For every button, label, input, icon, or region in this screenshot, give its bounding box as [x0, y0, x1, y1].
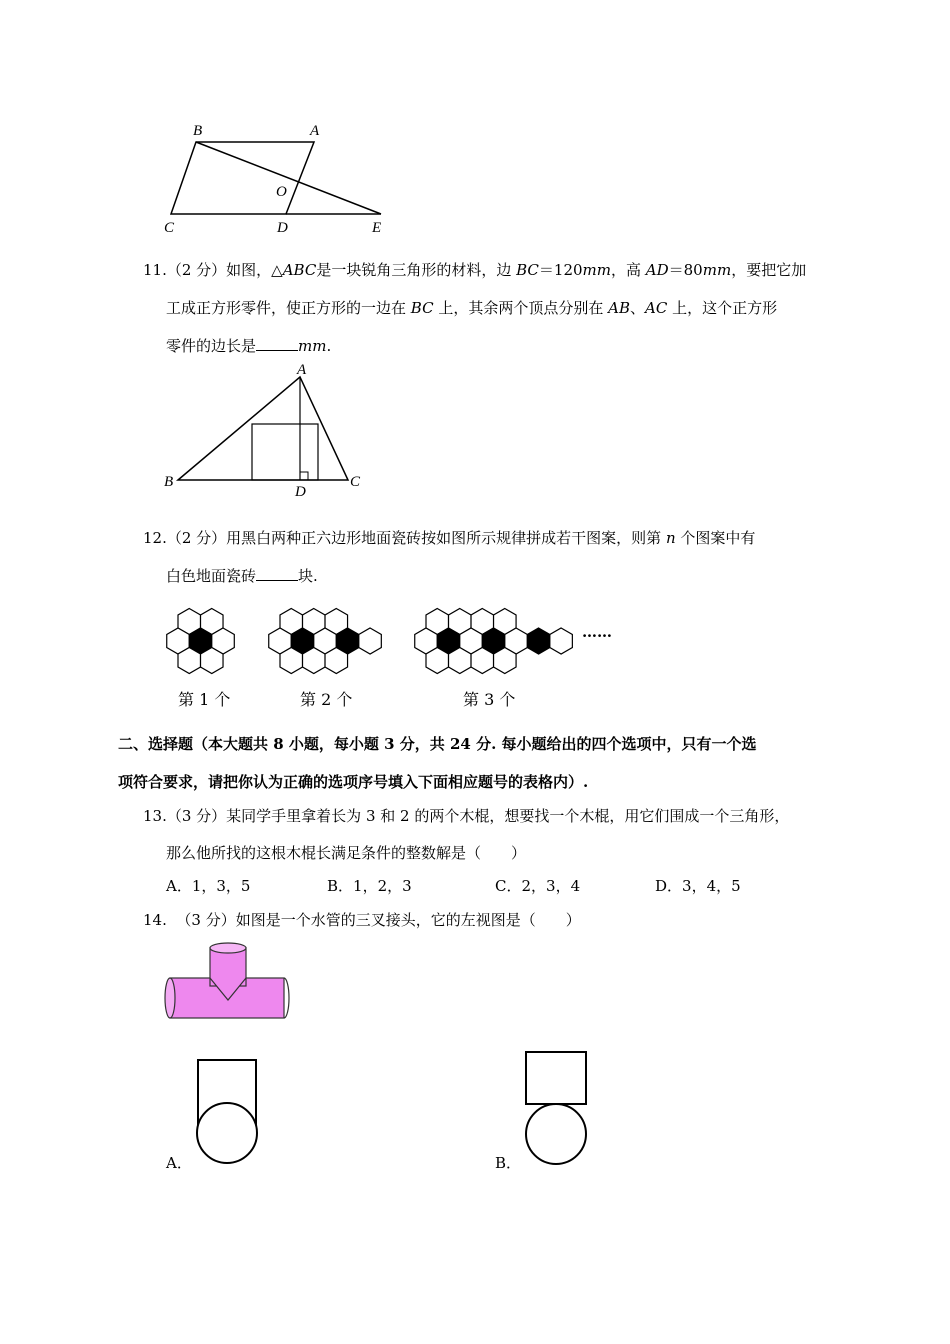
q14-option-a-figure[interactable] — [190, 1055, 270, 1170]
q11-var: ABC — [282, 261, 317, 279]
figure-parallelogram — [150, 115, 410, 240]
q13-text: 某同学手里拿着长为 3 和 2 的两个木棍，想要找一个木棍，用它们围成一个三角形， — [226, 807, 790, 825]
figure-pipe-tee — [160, 938, 295, 1028]
q13-line1 — [143, 806, 789, 826]
q11-var: AB — [608, 299, 630, 317]
white-hexagon-tile — [325, 648, 348, 674]
q11-text: ，要把它加 — [731, 261, 807, 279]
white-hexagon-tile — [359, 628, 382, 654]
label-a: A — [310, 123, 320, 139]
q11-number: 11. — [143, 261, 167, 279]
q11-text: 上，其余两个顶点分别在 — [433, 299, 609, 317]
circle-shape — [197, 1103, 257, 1163]
q12-text: 用黑白两种正六边形地面瓷砖按如图所示规律拼成若干图案，则第 — [226, 529, 666, 547]
q11-var: BC — [516, 261, 539, 279]
q14-option-b-figure[interactable] — [520, 1048, 600, 1168]
q11-unit: mm — [298, 337, 327, 355]
answer-blank[interactable] — [256, 566, 298, 581]
white-hexagon-tile — [471, 648, 494, 674]
q11-unit: mm — [702, 261, 732, 279]
q11-text: 零件的边长是 — [166, 337, 257, 355]
q11-text: 工成正方形零件，使正方形的一边在 — [166, 299, 411, 317]
label-c: C — [164, 220, 175, 236]
caption-1: 第 1 个 — [178, 690, 231, 709]
white-hexagon-tile — [280, 648, 303, 674]
label-d: D — [295, 484, 306, 500]
q12-text: 块. — [298, 567, 318, 585]
pipe-right-end — [284, 978, 289, 1018]
section2-line2: 项符合要求，请把你认为正确的选项序号填入下面相应题号的表格内）. — [118, 773, 589, 791]
q14-line1 — [143, 910, 581, 930]
caption-3: 第 3 个 — [463, 690, 516, 709]
rect-shape — [526, 1052, 586, 1104]
white-hexagon-tile — [494, 648, 517, 674]
q14-option-a[interactable]: A． — [166, 1154, 192, 1172]
q12-score: （2 分） — [166, 529, 227, 547]
q12-line2 — [166, 566, 318, 586]
q13-number: 13. — [143, 807, 167, 825]
white-hexagon-tile — [303, 648, 326, 674]
q11-text: ＝120 — [538, 261, 583, 279]
q11-score: （2 分） — [166, 261, 227, 279]
white-hexagon-tile — [178, 648, 201, 674]
q14-score: （3 分） — [176, 911, 236, 929]
q11-line3 — [166, 336, 331, 356]
q12-line1 — [143, 528, 755, 548]
black-hexagon-tile — [527, 628, 550, 654]
caption-2: 第 2 个 — [300, 690, 353, 709]
q11-text: 如图，△ — [226, 261, 283, 279]
circle-shape — [526, 1104, 586, 1164]
q14-text: 如图是一个水管的三叉接头，它的左视图是（ ） — [235, 911, 581, 929]
q11-line1 — [143, 260, 806, 280]
q14-option-b[interactable]: B． — [495, 1154, 522, 1172]
triangle-abc — [178, 377, 348, 480]
q11-var: AC — [644, 299, 668, 317]
label-e: E — [372, 220, 382, 236]
q11-var: BC — [410, 299, 434, 317]
q13-option-d[interactable]: D．3，4，5 — [655, 877, 741, 895]
q11-text: ＝80 — [668, 261, 703, 279]
ellipsis: …… — [582, 623, 612, 641]
answer-blank[interactable] — [256, 336, 298, 351]
segment-be — [196, 142, 381, 214]
figure-triangle-square — [160, 362, 370, 502]
q14-number: 14. — [143, 911, 167, 929]
parallelogram-shape — [171, 142, 314, 214]
q13-option-c[interactable]: C．2，3，4 — [495, 877, 581, 895]
label-c: C — [350, 474, 361, 490]
label-b: B — [164, 474, 174, 490]
label-a: A — [297, 362, 307, 378]
white-hexagon-tile — [449, 648, 472, 674]
white-hexagon-tile — [201, 648, 224, 674]
q11-text: 上，这个正方形 — [667, 299, 778, 317]
label-d: D — [277, 220, 288, 236]
q11-text: . — [326, 337, 332, 355]
q11-text: 、 — [629, 299, 645, 317]
q11-line2 — [166, 298, 777, 318]
q12-text: 白色地面瓷砖 — [166, 567, 257, 585]
q11-text: 是一块锐角三角形的材料，边 — [316, 261, 517, 279]
q13-option-b[interactable]: B．1，2，3 — [327, 877, 412, 895]
right-angle-mark — [300, 472, 308, 480]
section2-line1: 二、选择题（本大题共 8 小题，每小题 3 分，共 24 分. 每小题给出的四个选项中，只有一个选 — [118, 735, 757, 753]
q12-text: 个图案中有 — [675, 529, 756, 547]
q11-text: ，高 — [611, 261, 646, 279]
label-b: B — [193, 123, 203, 139]
white-hexagon-tile — [426, 648, 449, 674]
q12-var: n — [665, 529, 676, 547]
label-o: O — [276, 184, 287, 200]
q12-number: 12. — [143, 529, 167, 547]
pipe-left-end — [165, 978, 175, 1018]
q13-score: （3 分） — [166, 807, 227, 825]
q11-unit: mm — [582, 261, 611, 279]
q13-line2: 那么他所找的这根木棍长满足条件的整数解是（ ） — [166, 844, 527, 862]
white-hexagon-tile — [550, 628, 573, 654]
q11-var: AD — [645, 261, 669, 279]
q13-option-a[interactable]: A．1，3，5 — [166, 877, 251, 895]
pipe-top-end — [210, 943, 246, 953]
